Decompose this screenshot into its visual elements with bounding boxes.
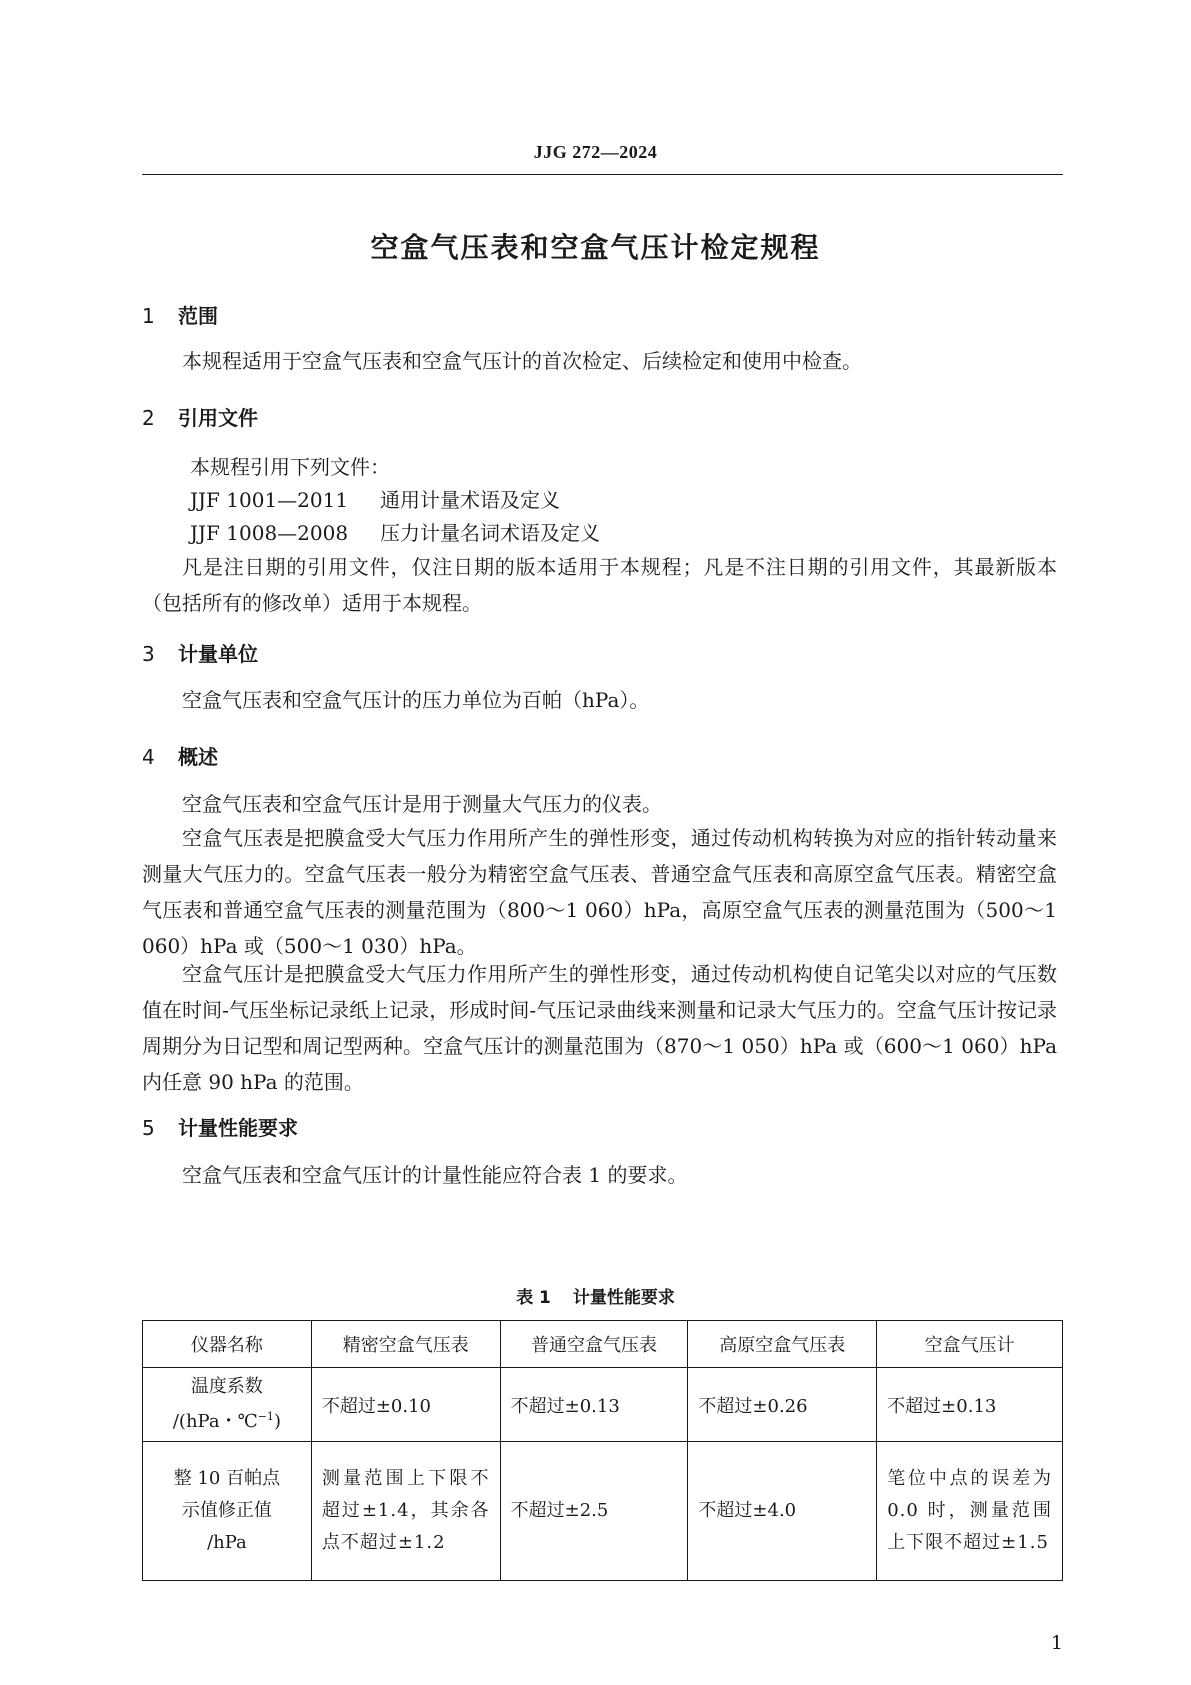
section-title: 引用文件: [178, 406, 258, 430]
reference-name: 通用计量术语及定义: [380, 488, 560, 512]
table-caption-number: 表 1: [516, 1288, 551, 1308]
document-code-header: JJG 272—2024: [533, 142, 658, 162]
row-label-unit: /(hPa・℃: [172, 1411, 258, 1432]
row-label-line: [153, 1402, 301, 1437]
header-rule: [142, 174, 1063, 175]
row-label-line: 整 10 百帕点: [173, 1468, 281, 1489]
table-cell: 测量范围上下限不超过±1.4，其余各点不超过±1.2: [311, 1442, 500, 1581]
section-title: 计量性能要求: [178, 1116, 298, 1140]
section-3-paragraph: 空盒气压表和空盒气压计的压力单位为百帕（hPa）。: [182, 688, 650, 712]
section-2-paragraph: 凡是注日期的引用文件，仅注日期的版本适用于本规程；凡是不注日期的引用文件，其最新版本（包括所有的修改单）适用于本规程。: [142, 555, 1057, 615]
page-number: 1: [1050, 1632, 1063, 1654]
row-label-exponent: −1: [257, 1410, 274, 1423]
table-cell: 不超过±0.26: [688, 1368, 877, 1442]
section-1-paragraph: 本规程适用于空盒气压表和空盒气压计的首次检定、后续检定和使用中检查。: [182, 349, 862, 373]
reference-code: JJF 1008—2008: [190, 521, 349, 545]
section-5-heading: [142, 1112, 298, 1141]
section-4-paragraph: 空盒气压表和空盒气压计是用于测量大气压力的仪表。: [182, 792, 662, 816]
row-label-cell: [143, 1368, 312, 1442]
table-cell: 不超过±2.5: [500, 1442, 688, 1581]
table-cell: 不超过±4.0: [688, 1442, 877, 1581]
section-3-heading: [142, 638, 258, 667]
section-number: 4: [142, 745, 155, 769]
table-header-row: [143, 1321, 1063, 1368]
references-intro: 本规程引用下列文件：: [190, 455, 390, 479]
row-label-cell: [143, 1442, 312, 1581]
table-header-cell: 普通空盒气压表: [500, 1321, 688, 1368]
table-header-cell: 精密空盒气压表: [311, 1321, 500, 1368]
table-caption: [0, 1283, 1191, 1308]
reference-item: [190, 515, 600, 551]
table-row: [143, 1368, 1063, 1442]
row-label-close: ): [273, 1411, 281, 1432]
table-row: [143, 1442, 1063, 1581]
row-label-line: /hPa: [207, 1532, 247, 1553]
section-number: 1: [142, 304, 155, 328]
section-4-heading: [142, 741, 218, 770]
document-title: 空盒气压表和空盒气压计检定规程: [370, 231, 821, 264]
reference-code: JJF 1001—2011: [190, 488, 349, 512]
table-cell: 不超过±0.10: [311, 1368, 500, 1442]
table-caption-title: 计量性能要求: [572, 1288, 675, 1308]
table-header-cell: 空盒气压计: [877, 1321, 1063, 1368]
table-header-cell: 仪器名称: [143, 1321, 312, 1368]
section-4-paragraph: 空盒气压表是把膜盒受大气压力作用所产生的弹性形变，通过传动机构转换为对应的指针转动量来测量大气压力的。空盒气压表一般分为精密空盒气压表、普通空盒气压表和高原空盒气压表。精密空盒气压表和普通空盒气压表的测量范围为（800～1 060）hPa，高原空盒气压表的测量范围为（500～1 060）hPa 或（500～1 030）hPa。: [142, 826, 1057, 958]
table-header-cell: 高原空盒气压表: [688, 1321, 877, 1368]
reference-name: 压力计量名词术语及定义: [380, 521, 600, 545]
table-cell: 不超过±0.13: [500, 1368, 688, 1442]
section-4-paragraph: 空盒气压计是把膜盒受大气压力作用所产生的弹性形变，通过传动机构使自记笔尖以对应的气压数值在时间-气压坐标记录纸上记录，形成时间-气压记录曲线来测量和记录大气压力的。空盒气压计按记录周期分为日记型和周记型两种。空盒气压计的测量范围为（870～1 050）hPa 或（600～1 060）hPa 内任意 90 hPa 的范围。: [142, 962, 1057, 1094]
section-2-heading: [142, 402, 258, 431]
row-label-line: 示值修正值: [181, 1500, 272, 1521]
section-number: 5: [142, 1116, 155, 1140]
section-number: 3: [142, 642, 155, 666]
metrology-requirements-table: [142, 1320, 1063, 1581]
section-1-heading: [142, 300, 218, 329]
section-5-paragraph: 空盒气压表和空盒气压计的计量性能应符合表 1 的要求。: [182, 1163, 688, 1187]
section-title: 计量单位: [178, 642, 258, 666]
reference-item: [190, 482, 560, 518]
table-cell: 笔位中点的误差为 0.0 时，测量范围上下限不超过±1.5: [877, 1442, 1063, 1581]
section-number: 2: [142, 406, 155, 430]
row-label-line: 温度系数: [190, 1376, 263, 1397]
section-title: 概述: [178, 745, 218, 769]
section-title: 范围: [178, 304, 218, 328]
table-cell: 不超过±0.13: [877, 1368, 1063, 1442]
